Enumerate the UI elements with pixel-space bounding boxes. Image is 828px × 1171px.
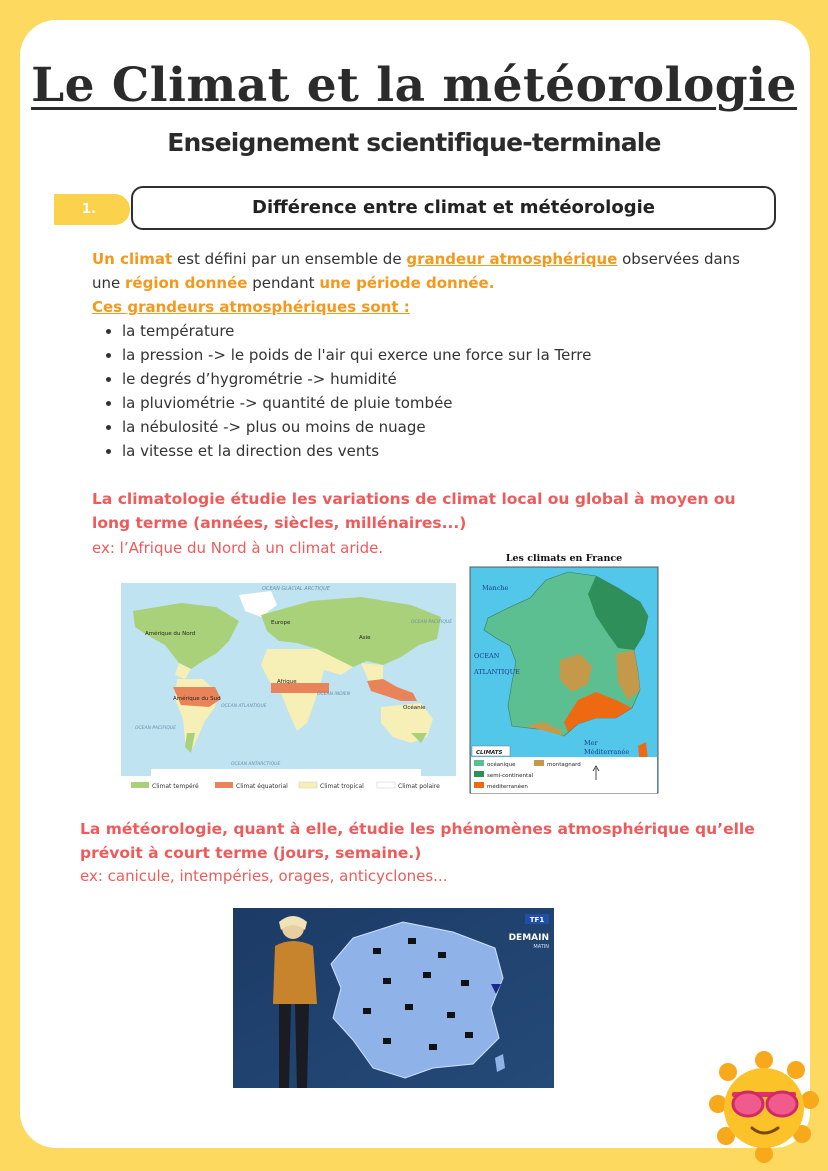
legend-tropical: Climat tropical bbox=[320, 783, 364, 790]
label-antarctic: OCEAN ANTARCTIQUE bbox=[231, 762, 281, 767]
list-heading-text: Ces grandeurs atmosphériques sont : bbox=[92, 298, 410, 316]
label-africa: Afrique bbox=[277, 679, 297, 685]
climatology-statement bbox=[92, 487, 762, 535]
label-atlantic: OCEAN ATLANTIQUE bbox=[221, 704, 267, 709]
france-climate-map bbox=[468, 550, 660, 795]
label-europe: Europe bbox=[271, 620, 291, 626]
list-item: • la pluviométrie -> quantité de pluie tombée bbox=[122, 391, 591, 415]
world-climate-map bbox=[121, 583, 456, 795]
legend-swatch-montagnard bbox=[534, 760, 544, 766]
legend-tempere: Climat tempéré bbox=[152, 783, 199, 790]
legend-mediterraneen: méditerranéen bbox=[487, 784, 528, 790]
page-subtitle: Enseignement scientifique-terminale bbox=[167, 128, 661, 157]
legend-swatch-equatorial bbox=[215, 782, 233, 788]
legend-swatch-med bbox=[474, 782, 484, 788]
label-manche: Manche bbox=[482, 584, 509, 592]
legend-oceanique: océanique bbox=[487, 762, 516, 768]
tv-label-matin: MATIN bbox=[533, 944, 549, 950]
legend-polaire: Climat polaire bbox=[398, 783, 440, 790]
legend-title: CLIMATS bbox=[476, 750, 503, 756]
legend-semi-continental: semi-continental bbox=[487, 773, 534, 779]
label-atlantique: ATLANTIQUE bbox=[474, 668, 520, 676]
meteorology-statement bbox=[80, 817, 760, 865]
label-mer: Mer bbox=[584, 739, 598, 747]
meteorology-example bbox=[80, 864, 740, 888]
legend-swatch-tropical bbox=[299, 782, 317, 788]
section-heading: Différence entre climat et météorologie bbox=[131, 186, 776, 230]
presenter-sweater bbox=[273, 941, 317, 1004]
section-number: 1. bbox=[54, 194, 130, 225]
legend-montagnard: montagnard bbox=[547, 762, 581, 768]
page-title: Le Climat et la météorologie bbox=[31, 58, 797, 113]
term-grandeur: grandeur atmosphérique bbox=[406, 250, 618, 268]
list-item: • la vitesse et la direction des vents bbox=[122, 439, 591, 463]
text-fragment: pendant bbox=[247, 274, 320, 292]
text-fragment: est défini par un ensemble de bbox=[172, 250, 407, 268]
legend-equatorial: Climat équatorial bbox=[236, 783, 288, 790]
quantities-list bbox=[100, 319, 591, 463]
term-periode: une période donnée. bbox=[319, 274, 495, 292]
text-fragment: observées dans une bbox=[92, 250, 740, 292]
legend-swatch-polaire bbox=[377, 782, 395, 788]
term-region: région donnée bbox=[125, 274, 248, 292]
meteorology-example-text: ex: canicule, intempéries, orages, anticyclones... bbox=[80, 867, 448, 885]
list-item: • la pression -> le poids de l'air qui exerce une force sur la Terre bbox=[122, 343, 591, 367]
label-asia: Asie bbox=[359, 635, 371, 641]
tv-forecast-image bbox=[233, 908, 554, 1088]
list-heading bbox=[92, 295, 752, 319]
legend-swatch-semi bbox=[474, 771, 484, 777]
label-mediterranee: Méditerranée bbox=[584, 748, 630, 756]
list-item: • la nébulosité -> plus ou moins de nuage bbox=[122, 415, 591, 439]
meteorology-text: La météorologie, quant à elle, étudie les phénomènes atmosphérique qu’elle prévoit à court terme (jours, semaine.) bbox=[80, 820, 755, 862]
france-map-title: Les climats en France bbox=[505, 553, 623, 564]
label-ocean: OCEAN bbox=[474, 652, 500, 660]
list-item: • la température bbox=[122, 319, 591, 343]
glasses-right-lens bbox=[767, 1092, 797, 1116]
sun-mascot-icon bbox=[708, 1050, 820, 1165]
land-antarctica bbox=[151, 769, 421, 776]
label-pacific-east: OCEAN PACIFIQUE bbox=[411, 620, 453, 625]
term-climat: Un climat bbox=[92, 250, 173, 268]
label-indian: OCEAN INDIEN bbox=[317, 692, 351, 697]
tv-label-demain: DEMAIN bbox=[508, 933, 549, 943]
label-arctic: OCEAN GLACIAL ARCTIQUE bbox=[262, 586, 330, 592]
label-pacific-west: OCEAN PACIFIQUE bbox=[135, 726, 177, 731]
label-oceania: Océanie bbox=[403, 705, 426, 711]
climatology-text: La climatologie étudie les variations de climat local ou global à moyen ou long terme (années, siècles, millénaires...) bbox=[92, 490, 736, 532]
list-item: • le degrés d’hygrométrie -> humidité bbox=[122, 367, 591, 391]
legend-swatch-tempere bbox=[131, 782, 149, 788]
legend-swatch-oceanique bbox=[474, 760, 484, 766]
climatology-example-text: ex: l’Afrique du Nord à un climat aride. bbox=[92, 539, 384, 557]
label-south-america: Amérique du Sud bbox=[173, 696, 221, 702]
glasses-left-lens bbox=[733, 1092, 763, 1116]
label-north-america: Amérique du Nord bbox=[145, 631, 196, 637]
climate-definition bbox=[92, 247, 752, 295]
tf1-logo: TF1 bbox=[529, 916, 545, 924]
